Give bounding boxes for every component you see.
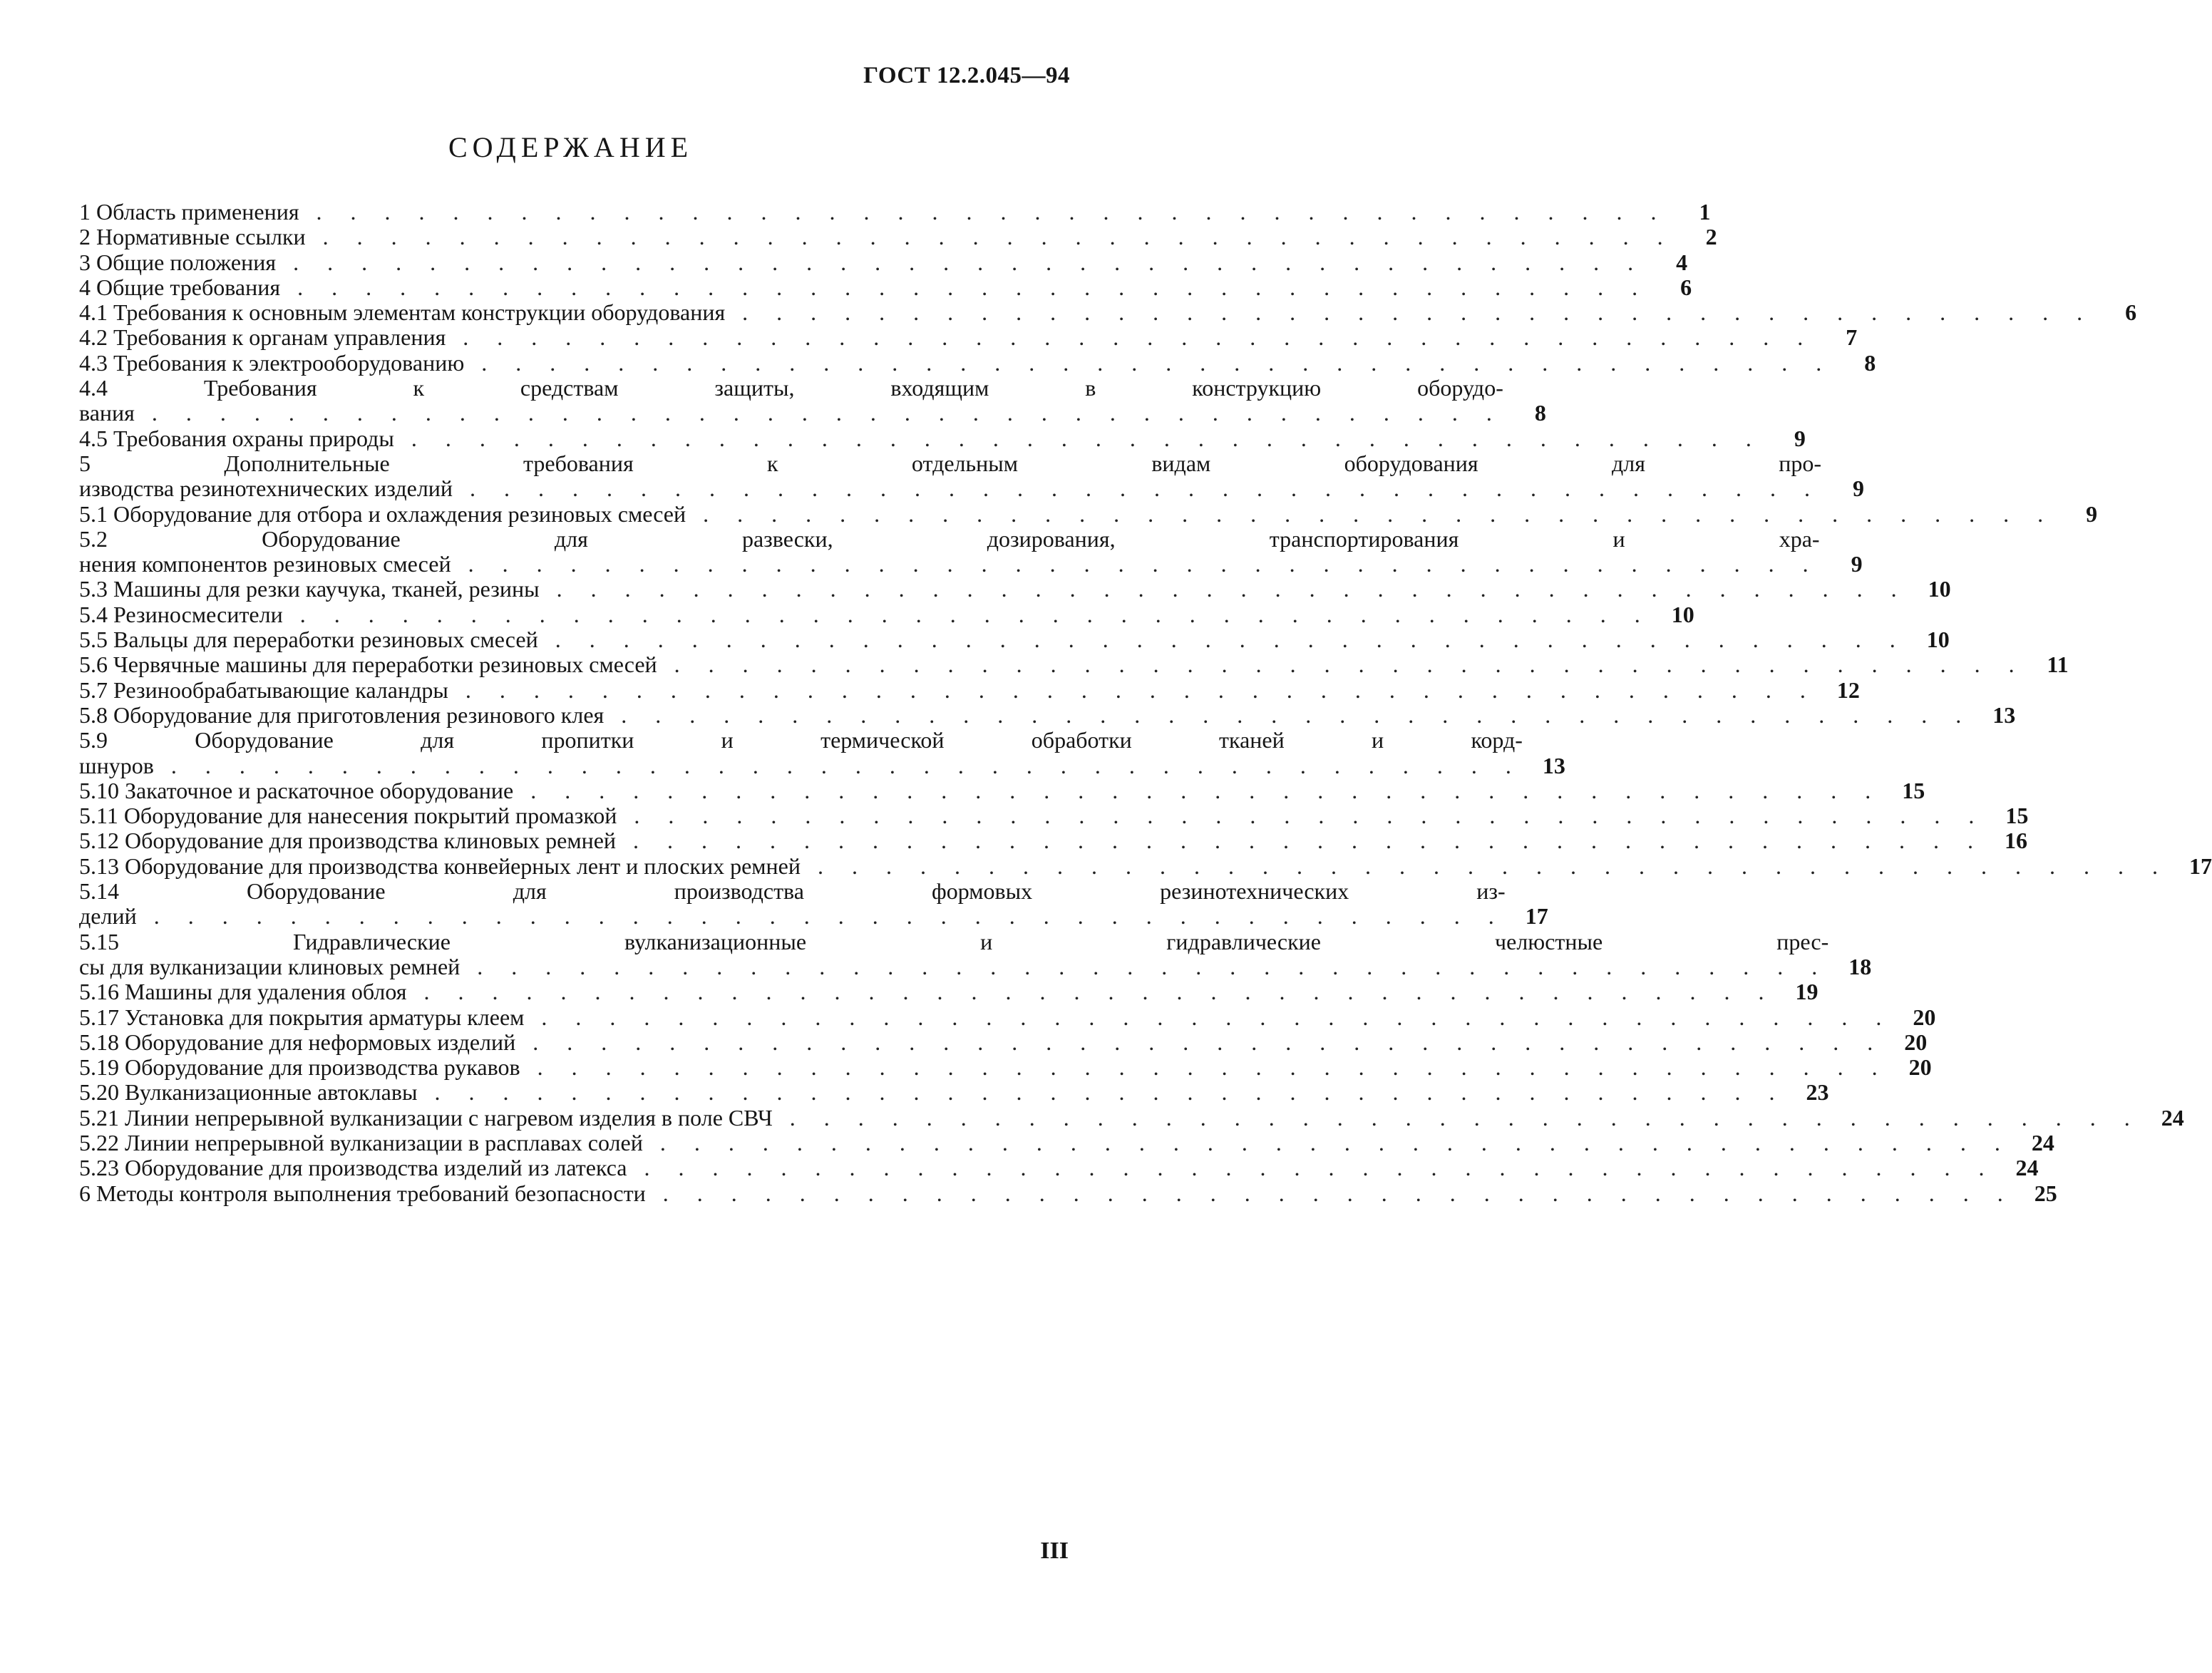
toc-entry-text: 5.21 Линии непрерывной вулканизации с нагревом изделия в поле СВЧ (79, 1104, 773, 1131)
toc-entry-page: 7 (1846, 324, 1858, 351)
toc-entry-page: 9 (1794, 425, 1806, 451)
toc-leader-dots: . . . . . . . . . . . . . . . . . . . . . . . . . . . . . . . . . . . . . . . . (460, 953, 1829, 979)
toc-leader-dots: . . . . . . . . . . . . . . . . . . . . . . . . . . . . . . . . . . . . . . . . (280, 274, 1650, 300)
toc-entry (79, 627, 1950, 653)
toc-entry-page: 12 (1836, 676, 1860, 703)
toc-entry-page: 15 (2005, 803, 2029, 829)
table-of-contents (79, 199, 2212, 1206)
toc-entry-page: 4 (1676, 249, 1688, 275)
toc-entry-text: 5.10 Закаточное и раскаточное оборудование (79, 777, 514, 803)
toc-entry-text: 4.5 Требования охраны природы (79, 425, 394, 451)
toc-entry-title-line1: 4.4 Требования к средствам защиты, входящим в конструкцию оборудо- (79, 375, 1503, 401)
toc-leader-dots: . . . . . . . . . . . . . . . . . . . . . . . . . . . . . . . . . . . . . . . . (453, 475, 1822, 502)
toc-entry-page: 10 (1928, 576, 1951, 602)
toc-entry-page: 9 (2086, 500, 2098, 527)
toc-entry (79, 425, 1806, 451)
toc-entry (79, 450, 1865, 502)
toc-entry-title (79, 1080, 1786, 1105)
toc-entry-text: 5.20 Вулканизационные автоклавы (79, 1079, 418, 1106)
toc-entry-text: 4 Общие требования (79, 274, 281, 300)
toc-entry-page: 25 (2034, 1180, 2057, 1206)
toc-entry-page: 8 (1864, 349, 1876, 376)
toc-entry-text: 5.18 Оборудование для неформовых изделий (79, 1029, 516, 1055)
toc-entry (79, 878, 1548, 930)
toc-entry-title (79, 1030, 1884, 1055)
toc-entry-title (79, 1131, 2012, 1155)
toc-entry-text: 5.6 Червячные машины для переработки резиновых смесей (79, 652, 657, 678)
toc-entry-page: 23 (1806, 1079, 1829, 1106)
toc-entry-text: 6 Методы контроля выполнения требований безопасности (79, 1180, 646, 1206)
toc-entry (79, 576, 1951, 602)
toc-entry-page: 10 (1671, 601, 1694, 627)
toc-leader-dots: . . . . . . . . . . . . . . . . . . . . . . . . . . . . . . . . . . . . . . . . (627, 1155, 1996, 1181)
toc-entry (79, 375, 1546, 426)
toc-entry (79, 299, 2137, 326)
toc-entry-title-line1: 5 Дополнительные требования к отдельным видам оборудования для про- (79, 450, 1822, 476)
toc-entry-title (79, 351, 1833, 376)
toc-leader-dots: . . . . . . . . . . . . . . . . . . . . . . . . . . . . . . . . . . . . . . . . (153, 752, 1523, 778)
toc-leader-dots: . . . . . . . . . . . . . . . . . . . . . . . . . . . . . . . . . . . . . . . . (645, 1180, 2015, 1206)
toc-entry-text: 5.17 Установка для покрытия арматуры клеем (79, 1004, 525, 1030)
toc-entry-text: 5.19 Оборудование для производства рукавов (79, 1054, 520, 1081)
toc-leader-dots: . . . . . . . . . . . . . . . . . . . . . . . . . . . . . . . . . . . . . . . . (772, 1104, 2141, 1131)
toc-entry-title (79, 703, 1972, 728)
toc-entry-title-line2 (79, 476, 1821, 501)
toc-leader-dots: . . . . . . . . . . . . . . . . . . . . . . . . . . . . . . . . . . . . . . . . (448, 676, 1817, 703)
toc-entry-page: 24 (2015, 1155, 2039, 1181)
toc-leader-dots: . . . . . . . . . . . . . . . . . . . . . . . . . . . . . . . . . . . . . . . . (451, 551, 1820, 577)
toc-entry-page: 13 (1992, 701, 2016, 728)
toc-entry-continuation: нения компонентов резиновых смесей (79, 551, 451, 577)
toc-leader-dots: . . . . . . . . . . . . . . . . . . . . . . . . . . . . . . . . . . . . . . . . (305, 224, 1675, 250)
toc-entry-text: 5.8 Оборудование для приготовления резинового клея (79, 701, 605, 728)
toc-entry-title (79, 602, 1652, 627)
toc-entry-title-line1: 5.9 Оборудование для пропитки и термической обработки тканей и корд- (79, 727, 1523, 753)
toc-entry-title-line2 (79, 954, 1828, 979)
toc-entry-text: 5.7 Резинообрабатывающие каландры (79, 676, 448, 703)
toc-entry (79, 1079, 1829, 1106)
toc-entry-title (79, 803, 1985, 828)
toc-entry-text: 5.12 Оборудование для производства клиновых ремней (79, 828, 617, 854)
toc-entry-text: 5.1 Оборудование для отбора и охлаждения резиновых смесей (79, 500, 686, 527)
toc-entry-title-line1: 5.14 Оборудование для производства формовых резинотехнических из- (79, 878, 1506, 905)
toc-leader-dots: . . . . . . . . . . . . . . . . . . . . . . . . . . . . . . . . . . . . . . . . (604, 701, 1973, 728)
toc-entry (79, 701, 2016, 728)
toc-leader-dots: . . . . . . . . . . . . . . . . . . . . . . . . . . . . . . . . . . . . . . . . (134, 400, 1503, 426)
toc-entry-title-line1: 5.15 Гидравлические вулканизационные и гидравлические челюстные прес- (79, 928, 1829, 954)
toc-entry-title (79, 1005, 1893, 1030)
page-number: III (1040, 1538, 1069, 1564)
toc-entry-page: 13 (1542, 752, 1565, 778)
toc-entry-page: 10 (1926, 627, 1950, 653)
toc-leader-dots: . . . . . . . . . . . . . . . . . . . . . . . . . . . . . . . . . . . . . . . . (725, 299, 2094, 326)
toc-entry-title (79, 1181, 2015, 1206)
toc-entry-text: 5.3 Машины для резки каучука, тканей, резины (79, 576, 540, 602)
toc-entry-title-line1: 5.2 Оборудование для развески, дозирования, транспортирования и хра- (79, 525, 1820, 552)
toc-entry-title (79, 577, 1908, 602)
toc-leader-dots: . . . . . . . . . . . . . . . . . . . . . . . . . . . . . . . . . . . . . . . . (446, 324, 1815, 351)
toc-leader-dots: . . . . . . . . . . . . . . . . . . . . . . . . . . . . . . . . . . . . . . . . (417, 1079, 1786, 1106)
toc-entry-text: 4.3 Требования к электрооборудованию (79, 349, 465, 376)
toc-entry (79, 803, 2029, 829)
standard-header: ГОСТ 12.2.045—94 (863, 63, 1070, 88)
toc-entry (79, 324, 1858, 351)
toc-entry-title (79, 930, 1828, 980)
toc-entry-text: 5.23 Оборудование для производства изделий из латекса (79, 1155, 627, 1181)
toc-leader-dots: . . . . . . . . . . . . . . . . . . . . . . . . . . . . . . . . . . . . . . . . (520, 1054, 1889, 1081)
toc-entry-text: 1 Область применения (79, 199, 299, 225)
toc-entry-title (79, 325, 1814, 350)
toc-leader-dots: . . . . . . . . . . . . . . . . . . . . . . . . . . . . . . . . . . . . . . . . (524, 1004, 1893, 1030)
toc-entry-title (79, 250, 1645, 275)
toc-entry-title (79, 225, 1675, 249)
toc-entry (79, 224, 1717, 250)
toc-entry-page: 20 (1908, 1054, 1932, 1081)
toc-entry-page: 20 (1904, 1029, 1928, 1055)
toc-entry-title (79, 451, 1821, 502)
toc-leader-dots: . . . . . . . . . . . . . . . . . . . . . . . . . . . . . . . . . . . . . . . . (617, 803, 1986, 829)
toc-entry-title (79, 502, 2054, 527)
toc-entry (79, 1004, 1936, 1030)
toc-entry (79, 828, 2028, 854)
toc-leader-dots: . . . . . . . . . . . . . . . . . . . . . . . . . . . . . . . . . . . . . . . . (136, 903, 1506, 930)
toc-leader-dots: . . . . . . . . . . . . . . . . . . . . . . . . . . . . . . . . . . . . . . . . (513, 777, 1883, 803)
toc-entry-text: 5.22 Линии непрерывной вулканизации в расплавах солей (79, 1129, 643, 1155)
toc-entry-title (79, 778, 1882, 803)
toc-entry-text: 2 Нормативные ссылки (79, 224, 306, 250)
toc-entry-title (79, 376, 1503, 426)
toc-entry-page: 24 (2161, 1104, 2184, 1131)
toc-leader-dots: . . . . . . . . . . . . . . . . . . . . . . . . . . . . . . . . . . . . . . . . (800, 853, 2169, 879)
toc-entry-text: 3 Общие положения (79, 249, 277, 275)
toc-entry-title (79, 828, 1985, 853)
toc-entry-page: 6 (1680, 274, 1692, 300)
toc-entry-text: 4.1 Требования к основным элементам конструкции оборудования (79, 299, 726, 326)
toc-entry (79, 525, 1863, 577)
toc-entry-title (79, 627, 1907, 652)
toc-leader-dots: . . . . . . . . . . . . . . . . . . . . . . . . . . . . . . . . . . . . . . . . (515, 1029, 1885, 1055)
toc-entry (79, 249, 1688, 275)
toc-entry (79, 500, 2098, 527)
toc-entry-continuation: изводства резинотехнических изделий (79, 475, 453, 502)
toc-entry (79, 928, 1872, 980)
toc-entry (79, 652, 2069, 678)
toc-entry-page: 8 (1534, 400, 1546, 426)
toc-entry-title (79, 426, 1763, 451)
toc-entry (79, 777, 1925, 803)
toc-entry-page: 11 (2047, 652, 2069, 678)
toc-entry-title (79, 1155, 1996, 1180)
toc-entry-continuation: шнуров (79, 752, 154, 778)
toc-entry (79, 274, 1692, 300)
toc-entry (79, 676, 1860, 703)
toc-entry (79, 349, 1876, 376)
toc-entry-page: 2 (1705, 224, 1717, 250)
toc-leader-dots: . . . . . . . . . . . . . . . . . . . . . . . . . . . . . . . . . . . . . . . . (642, 1129, 2012, 1155)
toc-leader-dots: . . . . . . . . . . . . . . . . . . . . . . . . . . . . . . . . . . . . . . . . (406, 979, 1776, 1005)
toc-entry-page: 9 (1853, 475, 1865, 502)
toc-entry-text: 5.5 Вальцы для переработки резиновых смесей (79, 627, 538, 653)
toc-entry-continuation: сы для вулканизации клиновых ремней (79, 953, 461, 979)
toc-entry-title (79, 1106, 2141, 1131)
toc-entry-title-line2 (79, 552, 1820, 577)
toc-entry (79, 1054, 1932, 1081)
toc-leader-dots: . . . . . . . . . . . . . . . . . . . . . . . . . . . . . . . . . . . . . . . . (539, 576, 1908, 602)
toc-entry-title (79, 652, 2026, 677)
toc-entry-text: 4.2 Требования к органам управления (79, 324, 446, 351)
toc-entry-page: 16 (2005, 828, 2028, 854)
toc-entry-page: 1 (1699, 199, 1711, 225)
toc-leader-dots: . . . . . . . . . . . . . . . . . . . . . . . . . . . . . . . . . . . . . . . . (537, 627, 1907, 653)
toc-entry-title (79, 200, 1668, 225)
toc-entry-title (79, 879, 1506, 930)
toc-entry (79, 1104, 2184, 1131)
toc-entry-page: 19 (1795, 979, 1819, 1005)
toc-entry-title (79, 527, 1820, 577)
toc-entry-title-line2 (79, 753, 1523, 778)
toc-entry-page: 17 (2188, 853, 2212, 879)
toc-entry-page: 9 (1851, 551, 1863, 577)
toc-entry-title-line2 (79, 401, 1503, 426)
toc-entry-title (79, 854, 2169, 879)
toc-entry (79, 199, 1711, 225)
toc-leader-dots: . . . . . . . . . . . . . . . . . . . . . . . . . . . . . . . . . . . . . . . . (276, 249, 1645, 275)
toc-entry (79, 979, 1819, 1005)
toc-entry (79, 1180, 2057, 1206)
toc-entry (79, 601, 1694, 627)
page-title: СОДЕРЖАНИЕ (448, 131, 694, 163)
toc-entry-page: 20 (1913, 1004, 1936, 1030)
toc-entry-title (79, 275, 1649, 300)
toc-entry (79, 853, 2212, 879)
toc-entry-text: 5.13 Оборудование для производства конвейерных лент и плоских ремней (79, 853, 801, 879)
toc-entry-continuation: делий (79, 903, 137, 930)
toc-entry-page: 17 (1525, 903, 1548, 930)
toc-entry-title (79, 1055, 1889, 1080)
toc-entry-text: 5.11 Оборудование для нанесения покрытий промазкой (79, 803, 617, 829)
toc-leader-dots: . . . . . . . . . . . . . . . . . . . . . . . . . . . . . . . . . . . . . . . . (464, 349, 1833, 376)
toc-entry-page: 24 (2031, 1129, 2054, 1155)
toc-leader-dots: . . . . . . . . . . . . . . . . . . . . . . . . . . . . . . . . . . . . . . . . (686, 500, 2055, 527)
toc-entry-page: 6 (2125, 299, 2137, 326)
toc-entry (79, 727, 1565, 778)
toc-entry-title (79, 300, 2094, 325)
toc-entry-title (79, 728, 1523, 778)
toc-entry-title (79, 979, 1775, 1004)
toc-entry (79, 1155, 2039, 1181)
toc-entry-text: 5.16 Машины для удаления облоя (79, 979, 407, 1005)
toc-entry-title (79, 678, 1817, 703)
toc-entry (79, 1029, 1928, 1055)
toc-entry-page: 18 (1848, 953, 1872, 979)
toc-entry-page: 15 (1902, 777, 1925, 803)
toc-leader-dots: . . . . . . . . . . . . . . . . . . . . . . . . . . . . . . . . . . . . . . . . (393, 425, 1763, 451)
toc-entry-text: 5.4 Резиносмесители (79, 601, 283, 627)
toc-entry (79, 1129, 2054, 1155)
toc-entry-title-line2 (79, 904, 1506, 929)
toc-leader-dots: . . . . . . . . . . . . . . . . . . . . . . . . . . . . . . . . . . . . . . . . (299, 199, 1668, 225)
toc-leader-dots: . . . . . . . . . . . . . . . . . . . . . . . . . . . . . . . . . . . . . . . . (282, 601, 1652, 627)
toc-entry-continuation: вания (79, 400, 135, 426)
toc-leader-dots: . . . . . . . . . . . . . . . . . . . . . . . . . . . . . . . . . . . . . . . . (616, 828, 1985, 854)
toc-leader-dots: . . . . . . . . . . . . . . . . . . . . . . . . . . . . . . . . . . . . . . . . (657, 652, 2026, 678)
